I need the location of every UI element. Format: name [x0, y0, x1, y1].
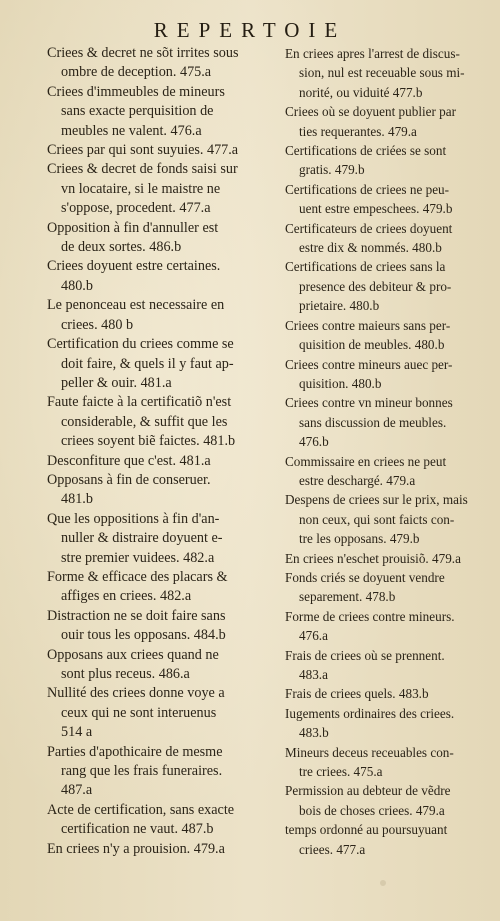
index-entry-line: temps ordonné au poursuyuant	[285, 822, 448, 838]
index-entry-line: 483.b	[299, 725, 329, 741]
index-entry-line: prietaire. 480.b	[299, 298, 380, 314]
index-entry-line: criees. 480 b	[61, 316, 134, 333]
index-entry-line: Frais de criees quels. 483.b	[285, 686, 429, 702]
index-entry-line: rang que les frais funeraires.	[61, 763, 223, 780]
index-entry-line: vn locataire, si le maistre ne	[61, 180, 221, 197]
index-entry-line: stre premier vuidees. 482.a	[61, 549, 215, 566]
index-entry-line: Certificateurs de criees doyuent	[285, 220, 453, 236]
index-entry-line: presence des debiteur & pro-	[299, 278, 452, 294]
index-entry-line: En criees apres l'arrest de discus-	[285, 46, 460, 61]
index-entry	[285, 820, 488, 859]
index-entry-line: affiges en criees. 482.a	[61, 588, 192, 605]
index-entry	[285, 549, 488, 568]
index-entry-line: tre criees. 475.a	[299, 764, 383, 780]
index-entry-line: considerable, & suffit que les	[61, 413, 228, 430]
index-entry	[285, 452, 488, 491]
index-entry-line: separement. 478.b	[299, 589, 396, 605]
index-entry	[47, 393, 273, 451]
index-entry-line: criees. 477.a	[299, 841, 366, 857]
index-entry	[285, 646, 488, 685]
index-entry-line: Commissaire en criees ne peut	[285, 453, 447, 469]
index-entry-line: peller & ouir. 481.a	[61, 374, 172, 391]
index-entry-line: norité, ou viduité 477.b	[299, 84, 423, 100]
index-entry	[285, 607, 488, 646]
index-entry	[47, 646, 273, 685]
index-entry-line: Acte de certification, sans exacte	[47, 801, 235, 818]
index-entry-line: Iugements ordinaires des criees.	[285, 705, 455, 721]
index-entry-line: 514 a	[61, 724, 93, 741]
index-entry	[47, 471, 273, 510]
index-entry-line: 481.b	[61, 491, 93, 508]
index-entry	[285, 355, 488, 394]
index-entry-line: tre les opposans. 479.b	[299, 531, 420, 547]
index-entry-line: Desconfiture que c'est. 481.a	[47, 452, 211, 469]
index-entry-line: Le penonceau est necessaire en	[47, 297, 225, 314]
index-entry	[47, 684, 273, 742]
index-entry-line: Distraction ne se doit faire sans	[47, 607, 226, 624]
index-entry	[47, 607, 273, 646]
index-entry	[47, 743, 273, 801]
index-entry-line: quisition. 480.b	[299, 375, 382, 391]
index-entry	[285, 257, 488, 315]
index-entry-line: 487.a	[61, 782, 93, 799]
index-entry-line: sans discussion de meubles.	[299, 414, 447, 430]
running-header: REPERTOIE	[153, 18, 347, 42]
index-entry-line: 480.b	[61, 277, 93, 294]
index-entry	[285, 44, 488, 102]
index-entry	[47, 44, 273, 83]
index-entry-line: meubles ne valent. 476.a	[61, 122, 202, 139]
index-entry-line: non ceux, qui sont faicts con-	[299, 511, 455, 527]
index-entry-line: Permission au debteur de vẽdre	[285, 783, 451, 799]
index-entry-line: sont plus receus. 486.a	[61, 666, 190, 682]
index-entry-line: Criees contre maieurs sans per-	[285, 317, 451, 333]
index-entry-line: s'oppose, procedent. 477.a	[61, 200, 211, 217]
index-entry-line: Nullité des criees donne voye a	[47, 685, 225, 702]
index-entry-line: Opposans aux criees quand ne	[47, 646, 219, 663]
index-entry	[47, 568, 273, 607]
index-entry-line: Fonds criés se doyuent vendre	[285, 569, 445, 585]
index-entry-line: 483.a	[299, 667, 328, 682]
index-entry	[47, 335, 273, 393]
index-entry-line: Opposans à fin de conseruer.	[47, 471, 211, 488]
index-entry-line: Certifications de criees sans la	[285, 259, 446, 275]
right-column	[285, 44, 488, 859]
index-entry	[285, 568, 488, 607]
index-entry	[285, 102, 488, 141]
index-entry-line: sans exacte perquisition de	[61, 103, 214, 120]
index-entry-line: ties requerantes. 479.a	[299, 123, 417, 139]
index-entry-line: Certification du criees comme se	[47, 336, 234, 353]
index-entry-line: estre dix & nommés. 480.b	[299, 240, 442, 256]
index-entry-line: sion, nul est receuable sous mi-	[299, 65, 465, 81]
index-entry-line: certification ne vaut. 487.b	[61, 821, 214, 838]
index-entry-line: Mineurs deceus receuables con-	[285, 744, 454, 760]
index-entry	[47, 840, 273, 859]
index-entry-line: En criees n'eschet prouisiõ. 479.a	[285, 550, 461, 566]
index-entry-line: Criees où se doyuent publier par	[285, 104, 457, 120]
index-entry-line: Criees doyuent estre certaines.	[47, 258, 221, 275]
index-entry-line: Forme de criees contre mineurs.	[285, 608, 455, 624]
index-entry-line: Forme & efficace des placars &	[47, 568, 228, 585]
index-entry-line: bois de choses criees. 479.a	[299, 802, 445, 818]
index-entry-line: ceux qui ne sont interuenus	[61, 704, 217, 721]
index-entry	[285, 393, 488, 451]
index-entry-line: Parties d'apothicaire de mesme	[47, 743, 223, 760]
index-entry	[47, 219, 273, 258]
index-entry-line: ouir tous les opposans. 484.b	[61, 627, 226, 644]
index-entry-line: ombre de deception. 475.a	[61, 64, 212, 81]
index-entry-line: Certifications de criées se sont	[285, 143, 447, 159]
index-entry-line: En criees n'y a prouision. 479.a	[47, 840, 225, 857]
index-entry-line: de deux sortes. 486.b	[61, 239, 182, 256]
index-entry-line: Criees & decret ne sõt irrites sous	[47, 45, 239, 61]
index-entry-line: Criees contre mineurs auec per-	[285, 356, 453, 372]
index-entry	[47, 83, 273, 141]
left-column	[47, 44, 273, 859]
index-entry	[47, 257, 273, 296]
index-entry	[285, 219, 488, 258]
index-entry-line: Criees d'immeubles de mineurs	[47, 83, 225, 100]
index-entry-line: 476.b	[299, 434, 329, 450]
index-entry-line: Criees & decret de fonds saisi sur	[47, 161, 238, 178]
index-entry	[47, 160, 273, 218]
index-entry-line: uent estre empeschees. 479.b	[299, 201, 453, 217]
index-entry-line: Despens de criees sur le prix, mais	[285, 492, 468, 508]
index-entry-line: nuller & distraire doyuent e-	[61, 530, 223, 547]
index-entry-line: Opposition à fin d'annuller est	[47, 219, 219, 236]
index-entry	[285, 743, 488, 782]
index-entry	[47, 452, 273, 471]
index-entry	[285, 180, 488, 219]
index-entry-line: 476.a	[299, 628, 328, 644]
index-entry-line: estre deschargé. 479.a	[299, 472, 416, 488]
index-entry-line: quisition de meubles. 480.b	[299, 337, 445, 353]
index-entry	[47, 296, 273, 335]
index-entry-line: gratis. 479.b	[299, 162, 365, 178]
paper-stain	[380, 880, 386, 886]
index-entry-line: Frais de criees où se prennent.	[285, 647, 445, 663]
index-entry-line: Certifications de criees ne peu-	[285, 181, 450, 197]
index-entry	[285, 316, 488, 355]
index-entry-line: criees soyent biẽ faictes. 481.b	[61, 433, 236, 450]
index-entry	[285, 684, 488, 703]
index-entry-line: doit faire, & quels il y faut ap-	[61, 355, 234, 372]
index-entry	[47, 141, 273, 160]
index-entry	[285, 141, 488, 180]
index-entry	[47, 801, 273, 840]
index-entry	[285, 490, 488, 548]
index-entry-line: Faute faicte à la certificatiõ n'est	[47, 394, 232, 411]
index-entry-line: Criees par qui sont suyuies. 477.a	[47, 142, 239, 159]
index-entry	[285, 781, 488, 820]
index-entry-line: Criees contre vn mineur bonnes	[285, 395, 453, 411]
index-entry	[285, 704, 488, 743]
index-entry	[47, 510, 273, 568]
index-entry-line: Que les oppositions à fin d'an-	[47, 510, 220, 527]
